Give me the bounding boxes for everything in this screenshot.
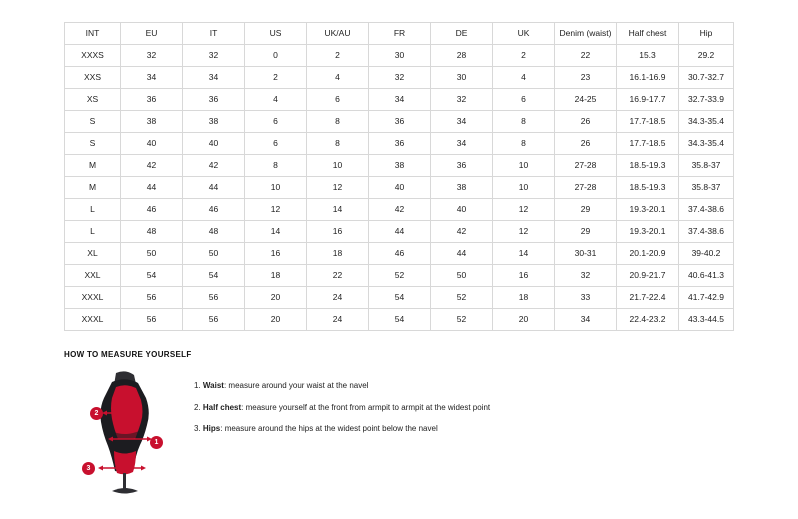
table-cell: 36 <box>183 89 245 111</box>
column-header: UK/AU <box>307 23 369 45</box>
table-cell: 32 <box>555 265 617 287</box>
table-row <box>65 309 734 331</box>
table-cell: XXXL <box>65 287 121 309</box>
instruction-text: : measure around your waist at the navel <box>223 381 369 390</box>
table-row <box>65 243 734 265</box>
table-cell: 0 <box>245 45 307 67</box>
table-cell: XS <box>65 89 121 111</box>
column-header: Denim (waist) <box>555 23 617 45</box>
table-cell: 40 <box>183 133 245 155</box>
table-cell: 6 <box>307 89 369 111</box>
table-cell: XXXL <box>65 309 121 331</box>
table-cell: 16 <box>493 265 555 287</box>
table-cell: 8 <box>493 133 555 155</box>
column-header: IT <box>183 23 245 45</box>
table-cell: 56 <box>121 287 183 309</box>
table-cell: 21.7-22.4 <box>617 287 679 309</box>
table-body <box>65 45 734 331</box>
table-cell: 34.3-35.4 <box>679 133 734 155</box>
table-cell: S <box>65 111 121 133</box>
table-cell: 8 <box>245 155 307 177</box>
table-cell: 56 <box>183 287 245 309</box>
table-cell: 4 <box>245 89 307 111</box>
table-cell: 8 <box>307 133 369 155</box>
column-header: UK <box>493 23 555 45</box>
table-row <box>65 45 734 67</box>
table-cell: 36 <box>431 155 493 177</box>
table-cell: 24-25 <box>555 89 617 111</box>
table-cell: 17.7-18.5 <box>617 133 679 155</box>
table-cell: 8 <box>493 111 555 133</box>
table-cell: 34 <box>121 67 183 89</box>
table-cell: 41.7-42.9 <box>679 287 734 309</box>
table-cell: 2 <box>493 45 555 67</box>
table-cell: 20.1-20.9 <box>617 243 679 265</box>
table-cell: 23 <box>555 67 617 89</box>
table-cell: L <box>65 221 121 243</box>
table-cell: XXXS <box>65 45 121 67</box>
table-cell: 29 <box>555 199 617 221</box>
how-to-measure-section <box>64 350 744 499</box>
table-cell: 54 <box>121 265 183 287</box>
table-cell: 52 <box>369 265 431 287</box>
table-cell: 20 <box>493 309 555 331</box>
table-cell: 12 <box>307 177 369 199</box>
table-row <box>65 133 734 155</box>
instruction-text: : measure yourself at the front from armpit to armpit at the widest point <box>241 402 491 412</box>
table-cell: 29.2 <box>679 45 734 67</box>
table-cell: 50 <box>121 243 183 265</box>
table-cell: 48 <box>121 221 183 243</box>
table-cell: 44 <box>183 177 245 199</box>
table-cell: 18.5-19.3 <box>617 155 679 177</box>
table-cell: 14 <box>245 221 307 243</box>
table-cell: XXS <box>65 67 121 89</box>
table-cell: 30 <box>431 67 493 89</box>
measure-body <box>64 369 744 499</box>
table-cell: 10 <box>493 155 555 177</box>
table-cell: L <box>65 199 121 221</box>
size-conversion-table <box>64 22 734 331</box>
table-cell: 16.9-17.7 <box>617 89 679 111</box>
table-cell: 10 <box>307 155 369 177</box>
table-cell: 30-31 <box>555 243 617 265</box>
table-cell: 20 <box>245 287 307 309</box>
table-cell: 38 <box>369 155 431 177</box>
column-header: Hip <box>679 23 734 45</box>
table-row <box>65 265 734 287</box>
table-cell: 56 <box>121 309 183 331</box>
table-cell: XL <box>65 243 121 265</box>
table-cell: 15.3 <box>617 45 679 67</box>
table-cell: 46 <box>183 199 245 221</box>
column-header: DE <box>431 23 493 45</box>
table-cell: 35.8-37 <box>679 177 734 199</box>
table-cell: 27-28 <box>555 177 617 199</box>
table-cell: 36 <box>369 111 431 133</box>
table-cell: 22.4-23.2 <box>617 309 679 331</box>
table-cell: 16.1-16.9 <box>617 67 679 89</box>
table-cell: 4 <box>493 67 555 89</box>
table-cell: 40 <box>431 199 493 221</box>
table-cell: 38 <box>121 111 183 133</box>
table-cell: 40 <box>121 133 183 155</box>
table-cell: 34.3-35.4 <box>679 111 734 133</box>
table-cell: 26 <box>555 111 617 133</box>
table-cell: 36 <box>121 89 183 111</box>
instruction-waist <box>194 381 744 391</box>
table-cell: 22 <box>307 265 369 287</box>
instruction-half-chest <box>194 403 744 413</box>
table-cell: 48 <box>183 221 245 243</box>
badge-hips: 3 <box>82 462 95 475</box>
table-header <box>65 23 734 45</box>
table-cell: 42 <box>121 155 183 177</box>
column-header: FR <box>369 23 431 45</box>
table-cell: 30 <box>369 45 431 67</box>
table-cell: 46 <box>369 243 431 265</box>
table-row <box>65 89 734 111</box>
instruction-text: : measure around the hips at the widest point below the navel <box>220 424 438 434</box>
table-cell: 40.6-41.3 <box>679 265 734 287</box>
badge-waist: 1 <box>150 436 163 449</box>
table-cell: 42 <box>369 199 431 221</box>
table-cell: 38 <box>431 177 493 199</box>
table-row <box>65 67 734 89</box>
table-cell: 20.9-21.7 <box>617 265 679 287</box>
table-cell: 34 <box>431 133 493 155</box>
table-cell: 26 <box>555 133 617 155</box>
table-cell: 32 <box>369 67 431 89</box>
mannequin-figure-icon <box>64 369 184 499</box>
table-cell: 24 <box>307 309 369 331</box>
column-header: EU <box>121 23 183 45</box>
table-cell: 18 <box>307 243 369 265</box>
table-cell: 14 <box>307 199 369 221</box>
table-cell: 54 <box>369 287 431 309</box>
measure-instructions <box>184 369 744 446</box>
table-cell: 4 <box>307 67 369 89</box>
table-cell: M <box>65 177 121 199</box>
table-cell: 34 <box>555 309 617 331</box>
table-cell: 43.3-44.5 <box>679 309 734 331</box>
table-cell: 6 <box>245 111 307 133</box>
instruction-number: 1. <box>194 381 201 390</box>
table-cell: 6 <box>245 133 307 155</box>
table-cell: 56 <box>183 309 245 331</box>
table-cell: 10 <box>493 177 555 199</box>
instruction-hips <box>194 424 744 434</box>
table-cell: 8 <box>307 111 369 133</box>
size-table-container <box>64 22 733 331</box>
column-header: INT <box>65 23 121 45</box>
table-cell: 38 <box>183 111 245 133</box>
table-cell: 39-40.2 <box>679 243 734 265</box>
table-cell: 32 <box>121 45 183 67</box>
table-cell: 40 <box>369 177 431 199</box>
table-cell: 20 <box>245 309 307 331</box>
instruction-number: 2. <box>194 402 201 412</box>
table-cell: 54 <box>369 309 431 331</box>
instruction-term: Waist <box>202 381 224 390</box>
table-cell: 44 <box>431 243 493 265</box>
table-cell: 6 <box>493 89 555 111</box>
table-cell: 2 <box>307 45 369 67</box>
table-row <box>65 155 734 177</box>
table-cell: S <box>65 133 121 155</box>
badge-half-chest: 2 <box>90 407 103 420</box>
table-cell: 50 <box>431 265 493 287</box>
table-cell: 18 <box>245 265 307 287</box>
instruction-term: Hips <box>202 424 221 434</box>
table-cell: 34 <box>431 111 493 133</box>
table-cell: 44 <box>369 221 431 243</box>
table-cell: 12 <box>245 199 307 221</box>
table-cell: 2 <box>245 67 307 89</box>
table-cell: 18 <box>493 287 555 309</box>
table-cell: 52 <box>431 309 493 331</box>
table-row <box>65 199 734 221</box>
table-cell: 10 <box>245 177 307 199</box>
column-header: Half chest <box>617 23 679 45</box>
table-row <box>65 221 734 243</box>
table-cell: 32 <box>431 89 493 111</box>
table-cell: M <box>65 155 121 177</box>
table-cell: 19.3-20.1 <box>617 199 679 221</box>
table-cell: 18.5-19.3 <box>617 177 679 199</box>
table-cell: 12 <box>493 221 555 243</box>
table-cell: 36 <box>369 133 431 155</box>
column-header: US <box>245 23 307 45</box>
table-cell: 42 <box>183 155 245 177</box>
table-row <box>65 111 734 133</box>
table-cell: 46 <box>121 199 183 221</box>
table-cell: 29 <box>555 221 617 243</box>
table-cell: 32.7-33.9 <box>679 89 734 111</box>
table-cell: 16 <box>245 243 307 265</box>
table-cell: 19.3-20.1 <box>617 221 679 243</box>
table-cell: 50 <box>183 243 245 265</box>
table-cell: 37.4-38.6 <box>679 221 734 243</box>
table-cell: 22 <box>555 45 617 67</box>
table-row <box>65 177 734 199</box>
table-cell: 17.7-18.5 <box>617 111 679 133</box>
instruction-term: Half chest <box>202 402 242 412</box>
table-cell: 33 <box>555 287 617 309</box>
table-cell: 12 <box>493 199 555 221</box>
table-cell: 34 <box>183 67 245 89</box>
table-cell: 14 <box>493 243 555 265</box>
table-cell: 37.4-38.6 <box>679 199 734 221</box>
table-header-row <box>65 23 734 45</box>
table-cell: 30.7-32.7 <box>679 67 734 89</box>
table-cell: 52 <box>431 287 493 309</box>
table-cell: 32 <box>183 45 245 67</box>
table-cell: 24 <box>307 287 369 309</box>
table-cell: 16 <box>307 221 369 243</box>
table-cell: 35.8-37 <box>679 155 734 177</box>
table-cell: 34 <box>369 89 431 111</box>
table-cell: 44 <box>121 177 183 199</box>
table-cell: XXL <box>65 265 121 287</box>
table-cell: 27-28 <box>555 155 617 177</box>
table-row <box>65 287 734 309</box>
table-cell: 54 <box>183 265 245 287</box>
table-cell: 28 <box>431 45 493 67</box>
instruction-number: 3. <box>194 424 201 434</box>
section-title: HOW TO MEASURE YOURSELF <box>64 350 192 359</box>
mannequin-illustration <box>64 369 184 499</box>
table-cell: 42 <box>431 221 493 243</box>
